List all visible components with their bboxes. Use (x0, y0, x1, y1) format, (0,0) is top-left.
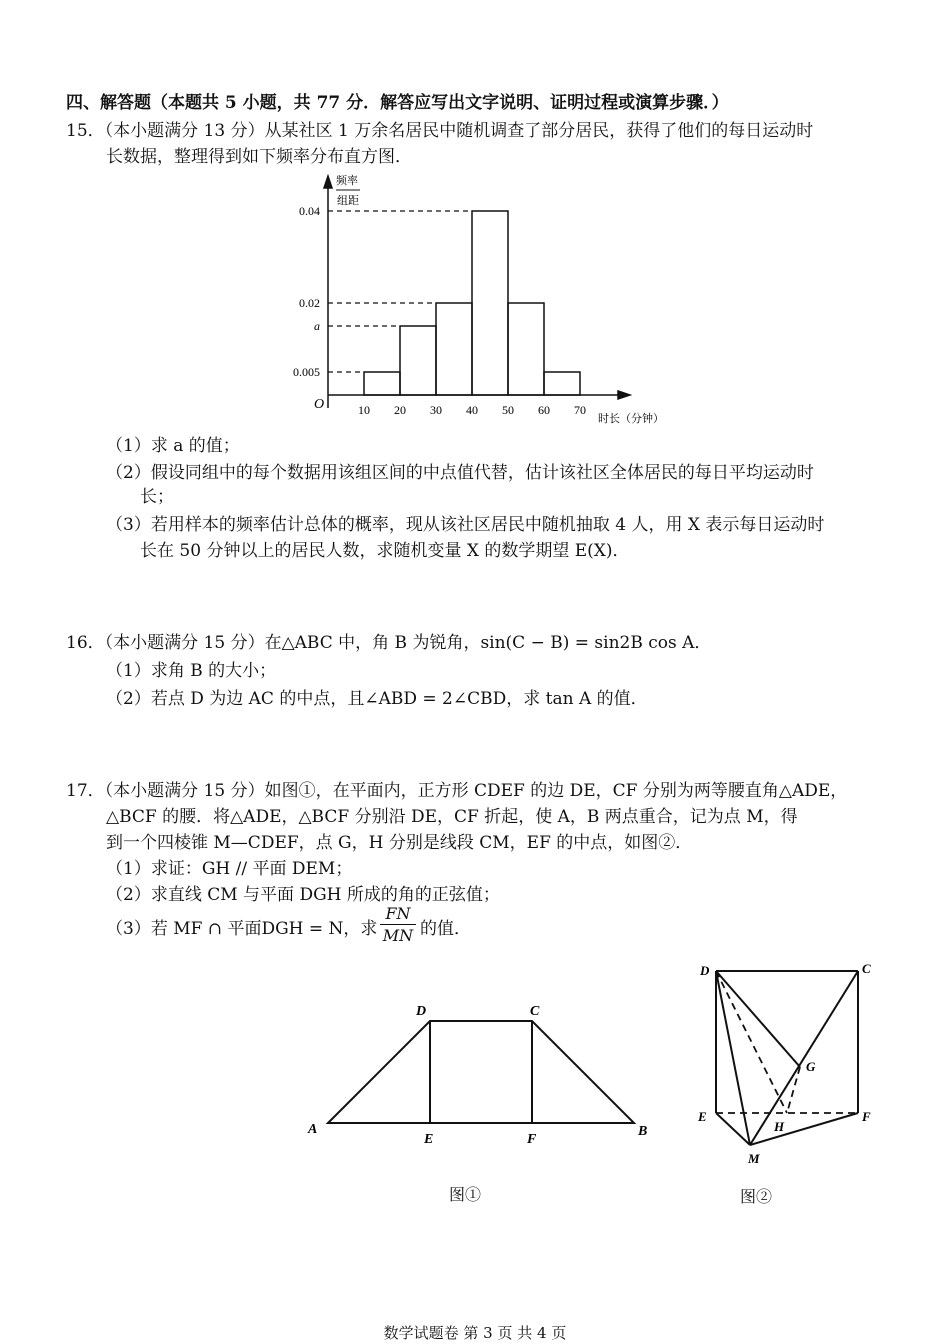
q17-part2: （2）求直线 CM 与平面 DGH 所成的角的正弦值； (106, 885, 500, 905)
q15-stem-line1: 15．（本小题满分 13 分）从某社区 1 万余名居民中随机调查了部分居民，获得了他们的每日运动时 (66, 121, 814, 141)
fig1-label-d: D (416, 1004, 427, 1019)
x-axis-label: 时长（分钟） (598, 413, 664, 425)
fig2-label-f: F (862, 1109, 871, 1124)
fig2-label-d: D (700, 963, 710, 978)
q17-stem-line1: 17．（本小题满分 15 分）如图①，在平面内，正方形 CDEF 的边 DE，CF 分别为两等腰直角△ADE， (66, 781, 848, 801)
q16-part1: （1）求角 B 的大小； (106, 661, 277, 681)
histogram-bar (364, 372, 400, 395)
fig2-caption: 图② (740, 1187, 773, 1206)
q16-part2: （2）若点 D 为边 AC 的中点，且∠ABD = 2∠CBD，求 tan A 的值． (106, 689, 648, 709)
x-tick-label: 40 (466, 403, 478, 417)
fig2-label-e: E (698, 1109, 707, 1124)
histogram-bar (508, 303, 544, 395)
x-tick-label: 30 (430, 403, 442, 417)
fig1-label-c: C (530, 1004, 540, 1019)
histogram-bar (544, 372, 580, 395)
x-tick-label: 10 (358, 403, 370, 417)
q17-part3-prefix: （3）若 MF ∩ 平面DGH = N，求 (106, 919, 378, 939)
q15-stem-line2: 长数据，整理得到如下频率分布直方图． (106, 147, 412, 167)
fig2-label-c: C (862, 961, 871, 976)
q17-stem-line2: △BCF 的腰．将△ADE，△BCF 分别沿 DE，CF 折起，使 A，B 两点重合，记为点 M，得 (106, 807, 798, 827)
y-axis-arrow (324, 176, 332, 188)
y-label-bottom: 组距 (337, 195, 359, 207)
page-footer: 数学试题卷 第 3 页 共 4 页 (383, 1324, 567, 1342)
q15-part2-line2: 长； (140, 487, 174, 507)
y-tick-label: 0.04 (299, 204, 320, 218)
fig1-caption: 图① (449, 1185, 482, 1204)
y-tick-label: 0.005 (293, 365, 320, 379)
origin-label: O (314, 397, 325, 412)
q17-stem-line3: 到一个四棱锥 M—CDEF，点 G，H 分别是线段 CM，EF 的中点，如图②． (106, 833, 693, 853)
histogram-bar (436, 303, 472, 395)
x-tick-label: 50 (502, 403, 514, 417)
fraction-denominator: MN (382, 926, 414, 945)
q15-part1: （1）求 a 的值； (106, 436, 240, 456)
fig2-label-g: G (806, 1059, 816, 1074)
figure-2-pyramid (690, 955, 890, 1170)
histogram-bar (400, 326, 436, 395)
q17-part1: （1）求证：GH // 平面 DEM； (106, 859, 353, 879)
section-heading: 四、解答题（本题共 5 小题，共 77 分．解答应写出文字说明、证明过程或演算步骤．） (66, 93, 729, 113)
fig2-label-h: H (774, 1119, 785, 1134)
fig1-label-a: A (308, 1122, 318, 1137)
q15-part3-line2: 长在 50 分钟以上的居民人数，求随机变量 X 的数学期望 E(X)． (140, 541, 630, 561)
y-tick-label: a (314, 319, 320, 333)
y-label-top: 频率 (336, 175, 358, 187)
fig2-label-m: M (748, 1151, 760, 1166)
q15-part3-line1: （3）若用样本的频率估计总体的概率，现从该社区居民中随机抽取 4 人，用 X 表示每日运动时 (106, 515, 825, 535)
fig1-label-b: B (638, 1124, 648, 1139)
x-tick-label: 70 (574, 403, 586, 417)
y-tick-label: 0.02 (299, 296, 320, 310)
frequency-histogram (280, 168, 680, 430)
q16-stem: 16．（本小题满分 15 分）在△ABC 中，角 B 为锐角，sin(C − B) = sin2B cos A． (66, 633, 712, 653)
x-tick-label: 20 (394, 403, 406, 417)
fig1-label-f: F (527, 1132, 537, 1147)
fig1-label-e: E (424, 1132, 434, 1147)
q17-fraction (380, 904, 416, 947)
q17-part3-suffix: 的值． (420, 919, 471, 939)
q15-part2-line1: （2）假设同组中的每个数据用该组区间的中点值代替，估计该社区全体居民的每日平均运动时 (106, 463, 814, 483)
histogram-bar (472, 211, 508, 395)
fraction-numerator: FN (380, 904, 416, 925)
x-axis-arrow (618, 391, 630, 399)
figure-1-trapezoid (300, 995, 670, 1155)
x-tick-label: 60 (538, 403, 550, 417)
